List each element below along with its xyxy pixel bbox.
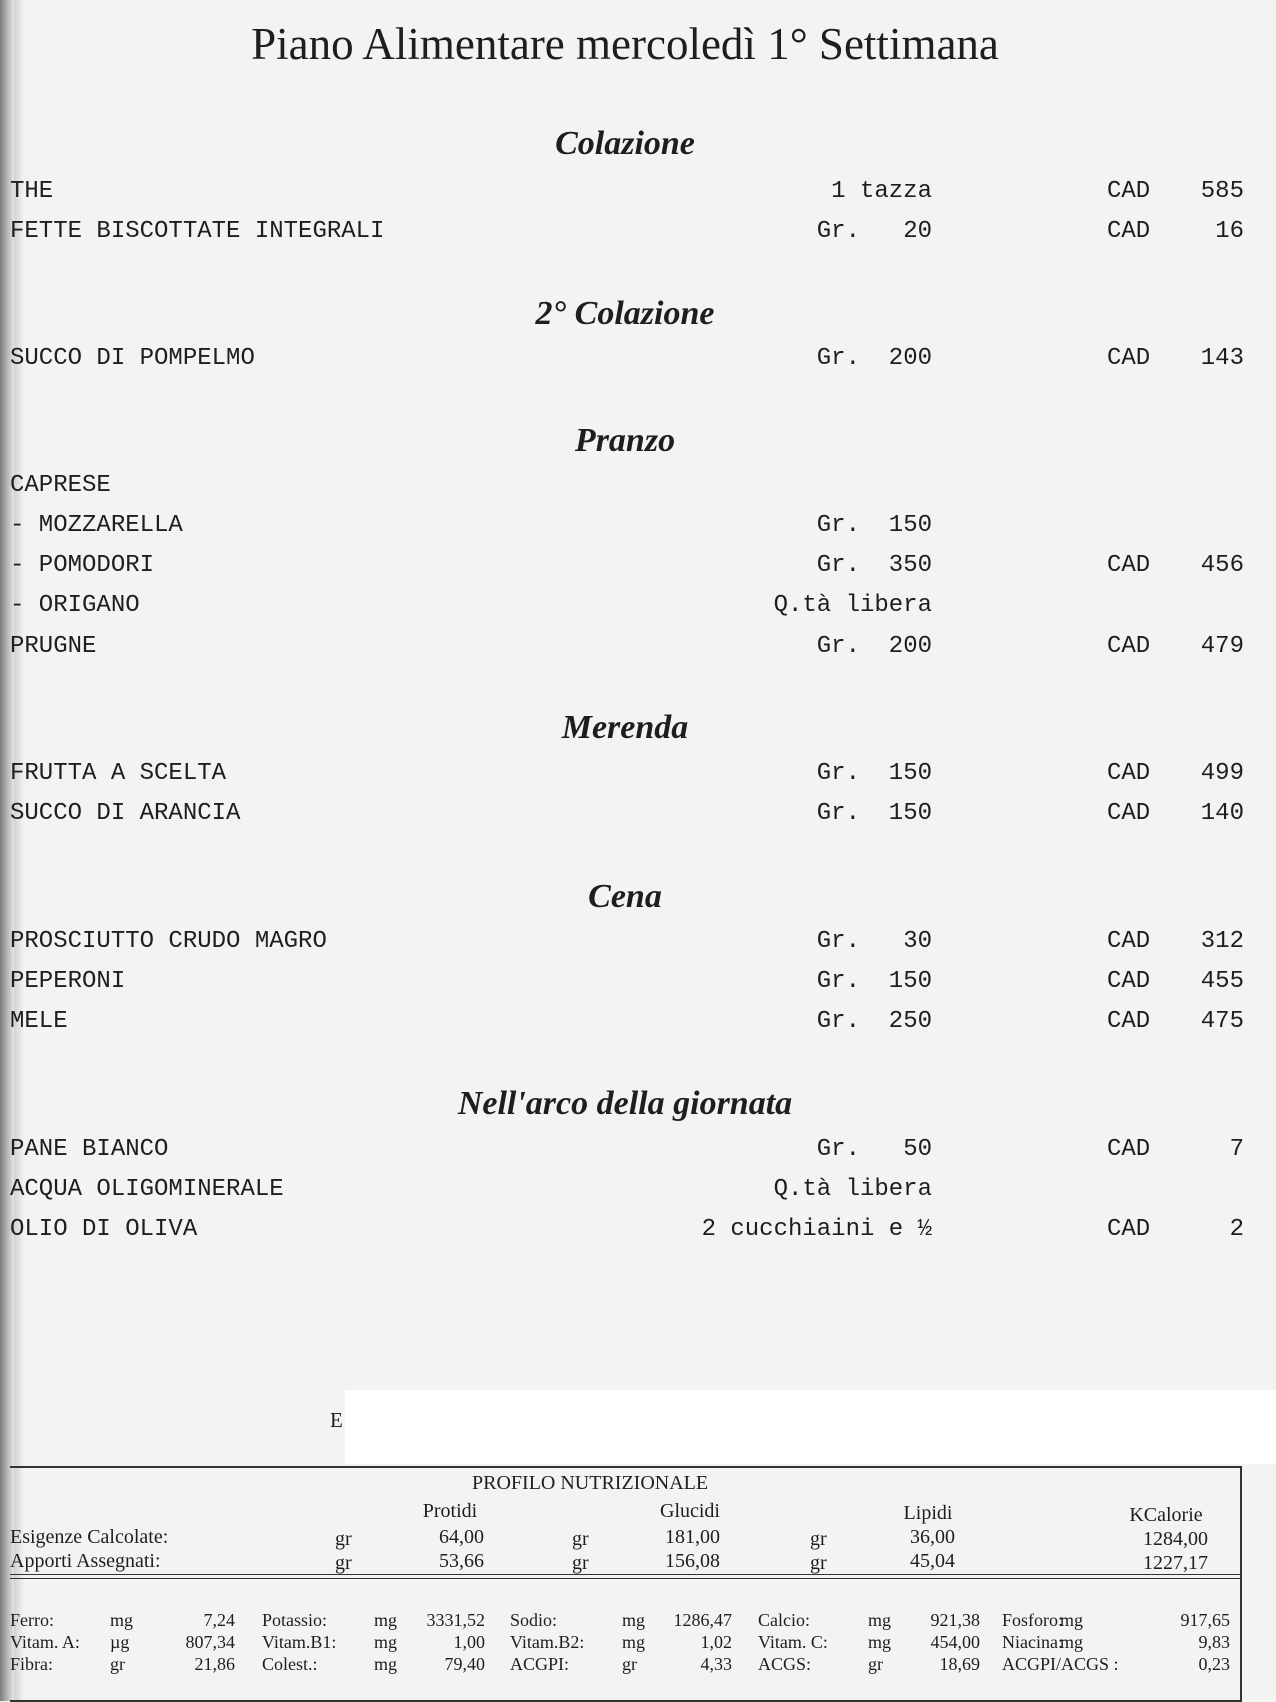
micronutrient-unit: mg [868, 1632, 892, 1652]
food-name: - POMODORI [10, 552, 155, 579]
micronutrient-value: 7,24 [203, 1610, 235, 1630]
list-item [10, 760, 1250, 790]
micronutrient-value: 0,23 [1198, 1654, 1230, 1674]
micronutrient-label: Potassio: [262, 1610, 328, 1630]
cad-label: CAD [1107, 552, 1151, 579]
profile-title: PROFILO NUTRIZIONALE [472, 1472, 709, 1494]
cad-code: 143 [1200, 345, 1244, 372]
food-name: ACQUA OLIGOMINERALE [10, 1176, 284, 1203]
micronutrient-value: 79,40 [444, 1654, 485, 1674]
food-quantity: Gr. 250 [816, 1008, 932, 1035]
cad-label: CAD [1107, 633, 1151, 660]
food-quantity: Gr. 350 [816, 552, 932, 579]
section-pranzo: Pranzo [574, 422, 676, 459]
micronutrient-label: ACGPI/ACGS : [1002, 1654, 1119, 1674]
food-name: PANE BIANCO [10, 1136, 169, 1163]
food-name: - MOZZARELLA [10, 512, 183, 539]
food-quantity: Gr. 20 [816, 218, 932, 245]
micronutrient-value: 454,00 [930, 1632, 980, 1652]
micronutrient-label: Vitam. A: [10, 1632, 80, 1652]
micronutrient-unit: mg [868, 1610, 892, 1630]
food-quantity: Gr. 150 [816, 760, 932, 787]
food-name: FETTE BISCOTTATE INTEGRALI [10, 218, 385, 245]
cad-code: 16 [1215, 218, 1244, 245]
list-item [10, 592, 1250, 622]
micronutrient-label: Fosforo: [1002, 1610, 1064, 1630]
cad-label: CAD [1107, 1136, 1151, 1163]
page-title: Piano Alimentare mercoledì 1° Settimana [251, 19, 999, 69]
food-name: SUCCO DI POMPELMO [10, 345, 255, 372]
redaction-box [345, 1390, 1276, 1464]
list-item [10, 968, 1250, 998]
micronutrient-value: 917,65 [1180, 1610, 1230, 1630]
food-name: CAPRESE [10, 472, 111, 499]
cad-code: 475 [1200, 1008, 1244, 1035]
micronutrient-unit: µg [110, 1632, 130, 1652]
micronutrient-value: 1,00 [453, 1632, 485, 1652]
micronutrient-label: Calcio: [758, 1610, 810, 1630]
food-name: OLIO DI OLIVA [10, 1216, 198, 1243]
cad-code: 7 [1229, 1136, 1244, 1163]
cad-code: 499 [1200, 760, 1244, 787]
micronutrient-label: Sodio: [510, 1610, 558, 1630]
esigenze-glucidi: 181,00 [665, 1526, 720, 1548]
food-name: THE [10, 178, 54, 205]
section-cena: Cena [588, 878, 662, 915]
list-item [10, 552, 1250, 582]
micronutrient-unit: mg [374, 1610, 398, 1630]
food-name: PRUGNE [10, 633, 97, 660]
apporti-label: Apporti Assegnati: [10, 1550, 161, 1572]
cad-label: CAD [1107, 1008, 1151, 1035]
micronutrient-value: 1,02 [700, 1632, 732, 1652]
food-name: PROSCIUTTO CRUDO MAGRO [10, 928, 327, 955]
food-quantity: Gr. 200 [816, 345, 932, 372]
page-binding-edge [14, 0, 24, 1701]
panel-divider [10, 1578, 1240, 1579]
esigenze-unit-glucidi: gr [572, 1528, 589, 1550]
food-quantity: 1 tazza [831, 178, 932, 205]
micronutrient-label: Vitam. C: [758, 1632, 828, 1652]
header-lipidi: Lipidi [903, 1502, 953, 1524]
apporti-unit-protidi: gr [335, 1552, 352, 1574]
list-item [10, 1176, 1250, 1206]
list-item [10, 800, 1250, 830]
cad-code: 585 [1200, 178, 1244, 205]
cad-label: CAD [1107, 345, 1151, 372]
list-item [10, 1216, 1250, 1246]
food-quantity: Gr. 150 [816, 512, 932, 539]
cad-label: CAD [1107, 218, 1151, 245]
section-giornata: Nell'arco della giornata [457, 1085, 793, 1122]
micronutrient-unit: mg [110, 1610, 134, 1630]
micronutrient-label: Ferro: [10, 1610, 54, 1630]
micronutrient-value: 921,38 [930, 1610, 980, 1630]
cad-label: CAD [1107, 760, 1151, 787]
esigenze-label: Esigenze Calcolate: [10, 1526, 169, 1548]
cad-code: 455 [1200, 968, 1244, 995]
cad-label: CAD [1107, 178, 1151, 205]
cad-code: 140 [1200, 800, 1244, 827]
cad-code: 456 [1200, 552, 1244, 579]
header-protidi: Protidi [422, 1500, 478, 1522]
micronutrient-unit: gr [868, 1654, 883, 1674]
cad-code: 479 [1200, 633, 1244, 660]
cad-code: 312 [1200, 928, 1244, 955]
micronutrient-value: 4,33 [700, 1654, 732, 1674]
micronutrient-label: ACGS: [758, 1654, 812, 1674]
micronutrient-unit: mg [622, 1632, 646, 1652]
micronutrient-value: 18,69 [939, 1654, 980, 1674]
micronutrient-unit: gr [110, 1654, 125, 1674]
food-quantity: Gr. 150 [816, 968, 932, 995]
food-quantity: Gr. 200 [816, 633, 932, 660]
cad-code: 2 [1229, 1216, 1244, 1243]
panel-divider [10, 1574, 1240, 1575]
micronutrient-label: Colest.: [262, 1654, 318, 1674]
esigenze-unit-protidi: gr [335, 1528, 352, 1550]
micronutrient-value: 807,34 [185, 1632, 235, 1652]
food-name: MELE [10, 1008, 68, 1035]
micronutrient-label: ACGPI: [510, 1654, 570, 1674]
esigenze-unit-lipidi: gr [810, 1528, 827, 1550]
list-item [10, 1136, 1250, 1166]
micronutrient-value: 3331,52 [426, 1610, 485, 1630]
esigenze-kcal: 1284,00 [1143, 1528, 1208, 1550]
apporti-lipidi: 45,04 [910, 1550, 955, 1572]
micronutrient-unit: mg [374, 1654, 398, 1674]
micronutrient-label: Niacina: [1002, 1632, 1063, 1652]
micronutrient-unit: mg [622, 1610, 646, 1630]
section-merenda: Merenda [561, 709, 689, 746]
list-item [10, 633, 1250, 663]
micronutrient-unit: mg [1060, 1632, 1084, 1652]
cad-label: CAD [1107, 800, 1151, 827]
micronutrient-unit: mg [1060, 1610, 1084, 1630]
food-quantity: 2 cucchiaini e ½ [701, 1216, 932, 1243]
cad-label: CAD [1107, 968, 1151, 995]
nutrition-profile-panel [10, 1466, 1242, 1702]
micronutrient-value: 21,86 [194, 1654, 235, 1674]
list-item [10, 512, 1250, 542]
cad-label: CAD [1107, 1216, 1151, 1243]
header-kcal: KCalorie [1129, 1504, 1203, 1526]
list-item [10, 345, 1250, 375]
food-quantity: Gr. 50 [816, 1136, 932, 1163]
apporti-kcal: 1227,17 [1143, 1552, 1208, 1574]
food-quantity: Gr. 30 [816, 928, 932, 955]
food-name: - ORIGANO [10, 592, 140, 619]
micronutrient-value: 1286,47 [673, 1610, 732, 1630]
esigenze-protidi: 64,00 [439, 1526, 484, 1548]
apporti-glucidi: 156,08 [665, 1550, 720, 1572]
food-name: SUCCO DI ARANCIA [10, 800, 241, 827]
food-quantity: Q.tà libera [773, 1176, 932, 1203]
apporti-protidi: 53,66 [439, 1550, 484, 1572]
apporti-unit-glucidi: gr [572, 1552, 589, 1574]
section-colazione2: 2° Colazione [535, 295, 715, 332]
micronutrient-value: 9,83 [1198, 1632, 1230, 1652]
micronutrient-label: Vitam.B1: [262, 1632, 337, 1652]
truncated-text: E [330, 1408, 343, 1432]
list-item [10, 472, 1250, 502]
food-quantity: Gr. 150 [816, 800, 932, 827]
list-item [10, 178, 1250, 208]
micronutrient-label: Fibra: [10, 1654, 53, 1674]
micronutrient-unit: mg [374, 1632, 398, 1652]
micronutrient-label: Vitam.B2: [510, 1632, 585, 1652]
list-item [10, 218, 1250, 248]
micronutrient-unit: gr [622, 1654, 637, 1674]
apporti-unit-lipidi: gr [810, 1552, 827, 1574]
list-item [10, 1008, 1250, 1038]
list-item [10, 928, 1250, 958]
cad-label: CAD [1107, 928, 1151, 955]
food-quantity: Q.tà libera [773, 592, 932, 619]
food-name: FRUTTA A SCELTA [10, 760, 227, 787]
esigenze-lipidi: 36,00 [910, 1526, 955, 1548]
food-name: PEPERONI [10, 968, 126, 995]
header-glucidi: Glucidi [660, 1500, 720, 1522]
page-binding-shadow [0, 0, 14, 1701]
section-colazione: Colazione [555, 125, 695, 162]
